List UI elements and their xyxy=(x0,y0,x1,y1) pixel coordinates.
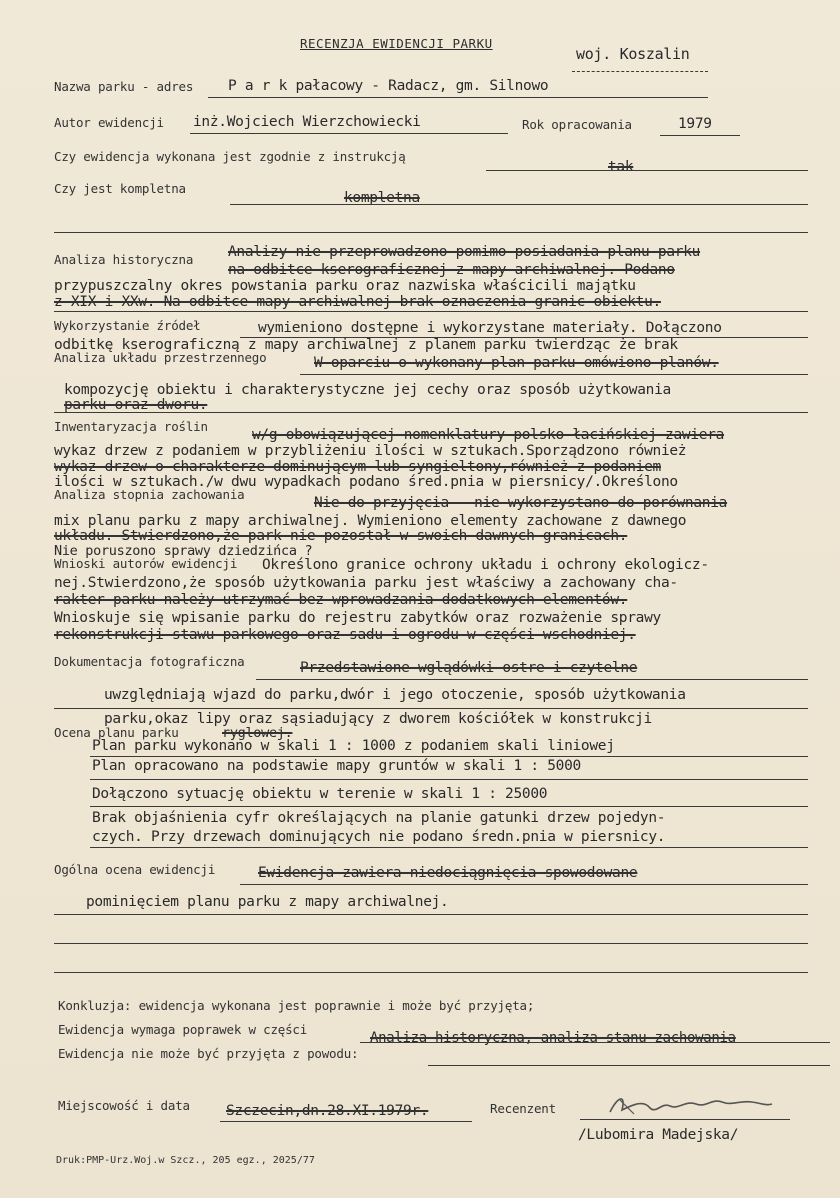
region-label: woj. Koszalin xyxy=(576,45,690,63)
preservation-line-1: Nie do przyjęcia - nie wykorzystano do porównania xyxy=(314,495,728,511)
place-rule xyxy=(220,1121,472,1122)
instruction-rule xyxy=(486,170,808,171)
complete-rule-2 xyxy=(54,232,808,233)
sources-line-1: wymieniono dostępne i wykorzystane materiały. Dołączono xyxy=(258,320,722,336)
spatial-rule-1 xyxy=(300,374,808,375)
inventory-line-2: wykaz drzew z podaniem w przybliżeniu ilości w sztukach.Sporządzono również xyxy=(54,443,687,459)
sources-line-2: odbitkę kserograficzną z mapy archiwalnej z planem parku twierdząc że brak xyxy=(54,337,678,353)
inventory-line-3: wykaz drzew o charakterze dominującym lub syngieltony,również z podaniem xyxy=(54,459,661,475)
verdict-rule-2 xyxy=(428,1065,830,1066)
year-value: 1979 xyxy=(678,116,712,132)
instruction-label: Czy ewidencja wykonana jest zgodnie z instrukcją xyxy=(54,149,406,164)
overall-label: Ogólna ocena ewidencji xyxy=(54,862,216,877)
historical-rule xyxy=(54,311,808,312)
park-name-value: P a r k pałacowy - Radacz, gm. Silnowo xyxy=(228,78,549,94)
preservation-line-3: układu. Stwierdzono,że park nie pozostał w swoich dawnych granicach. xyxy=(54,528,628,544)
photos-line-3: parku,okaz lipy oraz sąsiadujący z dworem kościółek w konstrukcji xyxy=(104,711,652,727)
historical-label: Analiza historyczna xyxy=(54,252,194,267)
plan-label: Ocena planu parku xyxy=(54,725,179,740)
historical-line-1: Analizy nie przeprowadzono pomimo posiadania planu parku xyxy=(228,244,701,260)
conclusions-label: Wnioski autorów ewidencji xyxy=(54,556,238,571)
photos-line-2: uwzględniają wjazd do parku,dwór i jego otoczenie, sposób użytkowania xyxy=(104,687,686,703)
verdict-corrections-value: Analiza historyczna, analiza stanu zachowania xyxy=(370,1030,736,1046)
sources-label: Wykorzystanie źródeł xyxy=(54,318,201,333)
inventory-line-4: ilości w sztukach./w dwu wypadkach podano śred.pnia w piersnicy/.Określono xyxy=(54,474,678,490)
instruction-value: tak xyxy=(608,159,634,175)
spatial-rule-2 xyxy=(54,412,808,413)
overall-line-2: pominięciem planu parku z mapy archiwalnej. xyxy=(86,894,449,910)
year-rule xyxy=(660,135,740,136)
plan-line-1: Plan parku wykonano w skali 1 : 1000 z podaniem skali liniowej xyxy=(92,738,615,754)
spatial-line-1: W oparciu o wykonany plan parku omówiono planów. xyxy=(314,355,719,371)
verdict-conclusion: Konkluzja: ewidencja wykonana jest poprawnie i może być przyjęta; xyxy=(58,998,535,1013)
complete-rule xyxy=(230,204,808,205)
plan-rule-4 xyxy=(90,847,808,848)
preservation-label: Analiza stopnia zachowania xyxy=(54,487,245,502)
preservation-line-2: mix planu parku z mapy archiwalnej. Wymieniono elementy zachowane z dawnego xyxy=(54,513,687,529)
place-label: Miejscowość i data xyxy=(58,1098,190,1113)
author-value: inż.Wojciech Wierzchowiecki xyxy=(193,114,421,130)
inventory-label: Inwentaryzacja roślin xyxy=(54,419,208,434)
overall-rule-2 xyxy=(54,914,808,915)
spatial-label: Analiza układu przestrzennego xyxy=(54,350,267,365)
reviewer-name: /Lubomira Madejska/ xyxy=(578,1127,739,1143)
plan-line-2: Plan opracowano na podstawie mapy gruntów w skali 1 : 5000 xyxy=(92,758,581,774)
photos-label: Dokumentacja fotograficzna xyxy=(54,654,245,669)
author-label: Autor ewidencji xyxy=(54,115,164,130)
region-underline xyxy=(572,71,708,72)
verdict-rejected-label: Ewidencja nie może być przyjęta z powodu: xyxy=(58,1046,359,1061)
inventory-line-1: w/g obowiązującej nomenklatury polsko-łacińskiej zawiera xyxy=(252,427,725,443)
plan-line-3: Dołączono sytuację obiektu w terenie w skali 1 : 25000 xyxy=(92,786,548,802)
photos-line-3b: ryglowej. xyxy=(222,725,293,741)
conclusions-line-4: Wnioskuje się wpisanie parku do rejestru zabytków oraz rozważenie sprawy xyxy=(54,610,661,626)
historical-line-3: przypuszczalny okres powstania parku oraz nazwiska właścicili majątku xyxy=(54,278,636,294)
overall-rule-3 xyxy=(54,943,808,944)
print-note: Druk:PMP-Urz.Woj.w Szcz., 205 egz., 2025/77 xyxy=(56,1155,315,1166)
photos-rule-2 xyxy=(54,708,808,709)
year-label: Rok opracowania xyxy=(522,117,632,132)
overall-rule-4 xyxy=(54,972,808,973)
complete-label: Czy jest kompletna xyxy=(54,181,186,196)
park-name-rule xyxy=(208,97,708,98)
reviewer-label: Recenzent xyxy=(490,1101,556,1116)
conclusions-line-3: rakter parku należy utrzymać bez wprowadzania dodatkowych elementów. xyxy=(54,592,628,608)
verdict-rule-1 xyxy=(360,1042,830,1043)
park-name-label: Nazwa parku - adres xyxy=(54,79,194,94)
complete-value: kompletna xyxy=(344,190,420,206)
historical-line-2: na odbitce kserograficznej z mapy archiwalnej. Podano xyxy=(228,262,675,278)
spatial-line-2: kompozycję obiektu i charakterystyczne jej cechy oraz sposób użytkowania xyxy=(64,382,671,398)
conclusions-line-2: nej.Stwierdzono,że sposób użytkowania parku jest właściwy a zachowany cha- xyxy=(54,575,678,591)
preservation-line-4: Nie poruszono sprawy dziedzińca ? xyxy=(54,543,313,559)
plan-line-5: czych. Przy drzewach dominujących nie podano średn.pnia w piersnicy. xyxy=(92,829,666,845)
reviewer-signature xyxy=(600,1090,780,1122)
conclusions-line-5: rekonstrukcji stawu parkowego oraz sadu i ogrodu w części wschodniej. xyxy=(54,627,636,643)
photos-line-1: Przedstawione wglądówki ostre i czytelne xyxy=(300,660,638,676)
author-rule xyxy=(190,133,508,134)
overall-line-1: Ewidencja zawiera niedociągnięcia spowodowane xyxy=(258,865,638,881)
overall-rule-1 xyxy=(240,884,808,885)
historical-line-4: z XIX i XXw. Na odbitce mapy archiwalnej brak oznaczenia granic obiektu. xyxy=(54,294,661,310)
plan-rule-3 xyxy=(90,806,808,807)
verdict-corrections-label: Ewidencja wymaga poprawek w części xyxy=(58,1022,308,1037)
photos-rule-1 xyxy=(256,679,808,680)
plan-rule-1 xyxy=(90,756,808,757)
spatial-line-3: parku oraz dworu. xyxy=(64,397,208,413)
form-title: RECENZJA EWIDENCJI PARKU xyxy=(300,36,493,51)
conclusions-line-1: Określono granice ochrony układu i ochrony ekologicz- xyxy=(262,557,709,573)
plan-line-4: Brak objaśnienia cyfr określających na planie gatunki drzew pojedyn- xyxy=(92,810,666,826)
plan-rule-2 xyxy=(90,779,808,780)
place-value: Szczecin,dn.28.XI.1979r. xyxy=(226,1103,429,1119)
